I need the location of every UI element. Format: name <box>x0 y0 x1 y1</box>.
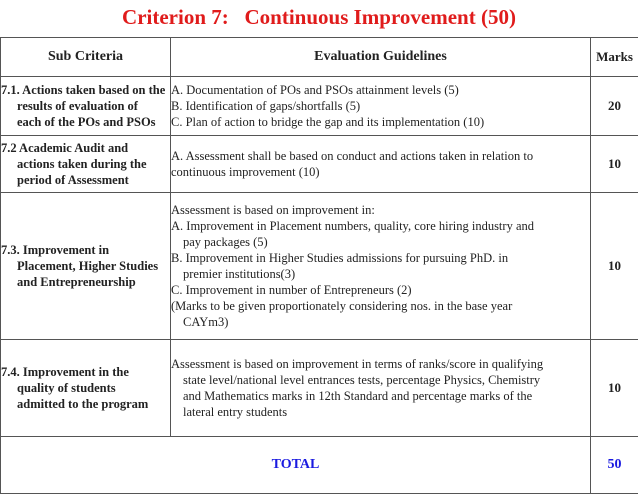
sub-criterion-line: 7.4. Improvement in the <box>1 364 170 380</box>
guidelines-7-4 <box>171 340 591 437</box>
guideline-line: pay packages (5) <box>171 234 590 250</box>
header-evaluation-guidelines: Evaluation Guidelines <box>171 38 591 77</box>
sub-criterion-line: and Entrepreneurship <box>1 274 170 290</box>
guideline-line: and Mathematics marks in 12th Standard and percentage marks of the <box>171 388 590 404</box>
marks-7-3: 10 <box>591 193 638 340</box>
total-row <box>1 437 638 494</box>
guidelines-7-2 <box>171 136 591 193</box>
sub-criterion-line: period of Assessment <box>1 172 170 188</box>
guideline-line: A. Improvement in Placement numbers, quality, core hiring industry and <box>171 218 590 234</box>
total-marks: 50 <box>591 437 638 494</box>
sub-criterion-line: 7.3. Improvement in <box>1 242 170 258</box>
guideline-line: C. Plan of action to bridge the gap and its implementation (10) <box>171 114 590 130</box>
page-title: Criterion 7: Continuous Improvement (50) <box>0 4 638 30</box>
guideline-line: CAYm3) <box>171 314 590 330</box>
guidelines-7-3 <box>171 193 591 340</box>
marks-7-1: 20 <box>591 77 638 136</box>
marks-7-2: 10 <box>591 136 638 193</box>
sub-criterion-line: actions taken during the <box>1 156 170 172</box>
guidelines-7-1 <box>171 77 591 136</box>
guideline-line: C. Improvement in number of Entrepreneurs (2) <box>171 282 590 298</box>
total-label: TOTAL <box>1 437 591 494</box>
sub-criterion-line: each of the POs and PSOs <box>1 114 170 130</box>
sub-criterion-line: results of evaluation of <box>1 98 170 114</box>
sub-criterion-7-2 <box>1 136 171 193</box>
criteria-table <box>0 37 638 494</box>
sub-criterion-7-3 <box>1 193 171 340</box>
guideline-line: premier institutions(3) <box>171 266 590 282</box>
guideline-line: Assessment is based on improvement in: <box>171 202 590 218</box>
table-row <box>1 136 638 193</box>
sub-criterion-line: quality of students <box>1 380 170 396</box>
guideline-line: continuous improvement (10) <box>171 164 590 180</box>
sub-criterion-line: admitted to the program <box>1 396 170 412</box>
guideline-line: Assessment is based on improvement in terms of ranks/score in qualifying <box>171 356 590 372</box>
header-sub-criteria: Sub Criteria <box>1 38 171 77</box>
guideline-line: A. Assessment shall be based on conduct and actions taken in relation to <box>171 148 590 164</box>
sub-criterion-7-4 <box>1 340 171 437</box>
table-header-row <box>1 38 638 77</box>
marks-7-4: 10 <box>591 340 638 437</box>
guideline-line: lateral entry students <box>171 404 590 420</box>
table-row <box>1 193 638 340</box>
table-row <box>1 340 638 437</box>
sub-criterion-line: 7.2 Academic Audit and <box>1 140 170 156</box>
sub-criterion-line: 7.1. Actions taken based on the <box>1 82 170 98</box>
sub-criterion-line: Placement, Higher Studies <box>1 258 170 274</box>
table-row <box>1 77 638 136</box>
header-marks: Marks <box>591 38 638 77</box>
guideline-line: B. Identification of gaps/shortfalls (5) <box>171 98 590 114</box>
guideline-line: A. Documentation of POs and PSOs attainment levels (5) <box>171 82 590 98</box>
guideline-line: (Marks to be given proportionately considering nos. in the base year <box>171 298 590 314</box>
guideline-line: B. Improvement in Higher Studies admissions for pursuing PhD. in <box>171 250 590 266</box>
guideline-line: state level/national level entrances tests, percentage Physics, Chemistry <box>171 372 590 388</box>
sub-criterion-7-1 <box>1 77 171 136</box>
